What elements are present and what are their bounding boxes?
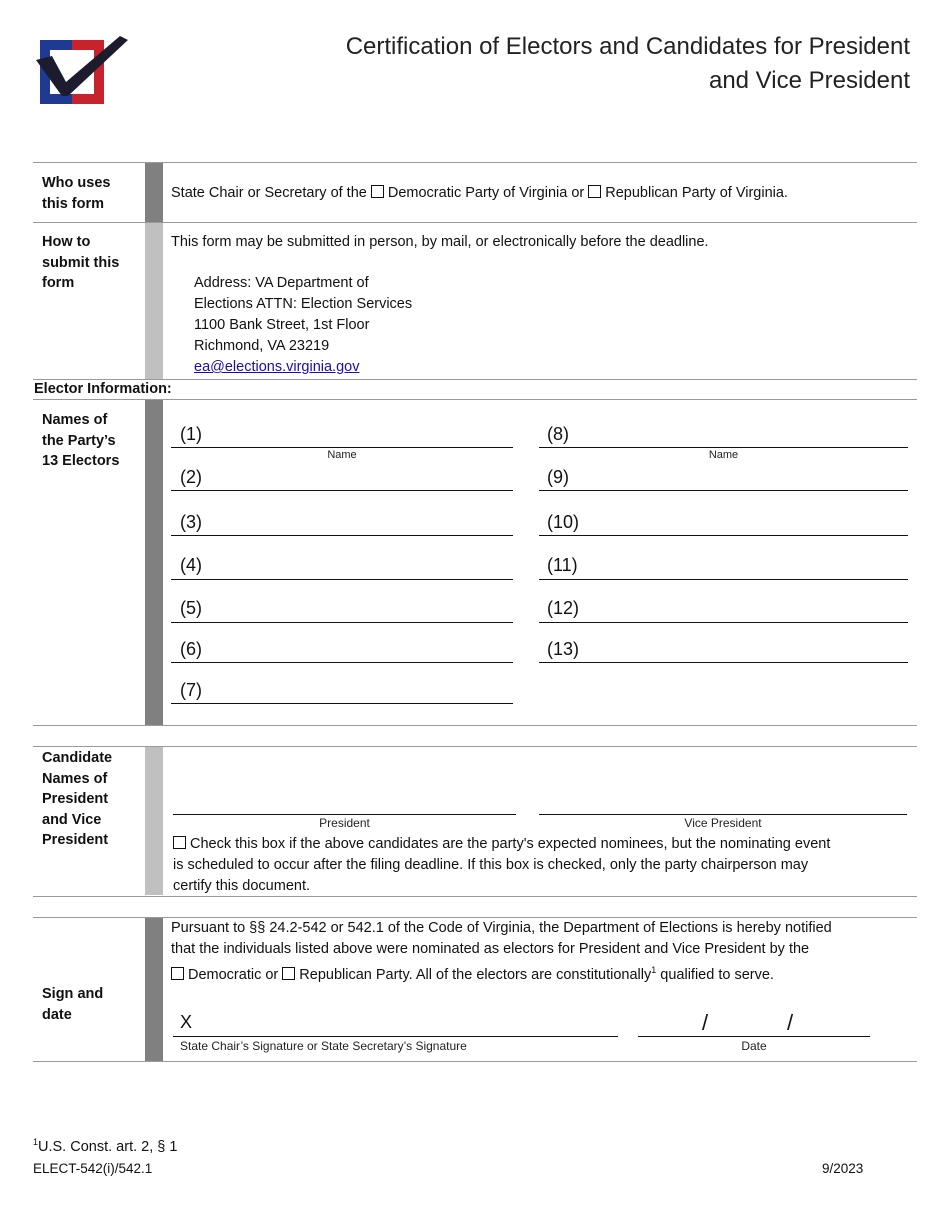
- sign-and-date-label: [42, 984, 103, 1025]
- footnote-sup: 1: [33, 1137, 39, 1147]
- date-slash: /: [702, 1010, 709, 1035]
- section-bar: [145, 400, 163, 725]
- how-to-submit-label: [42, 232, 119, 294]
- section-bar: [145, 747, 163, 895]
- elector-number: (11): [547, 555, 578, 575]
- email-link[interactable]: ea@elections.virginia.gov: [194, 359, 360, 375]
- section-bar: [145, 223, 163, 379]
- elector-number: (13): [547, 639, 580, 659]
- signature-caption: State Chair’s Signature or State Secretary’s Signature: [180, 1039, 467, 1053]
- elector-number: (4): [180, 555, 202, 575]
- label-line: 13 Electors: [42, 453, 120, 469]
- label-line: President: [42, 791, 109, 807]
- republican-party-checkbox[interactable]: [588, 185, 601, 198]
- vice-president-caption: Vice President: [684, 816, 762, 830]
- elector-6-name-line[interactable]: [171, 662, 513, 663]
- form-id: ELECT-542(i)/542.1: [33, 1161, 153, 1176]
- elector-number: (9): [547, 467, 569, 487]
- who-uses-text: [171, 183, 788, 204]
- elector-1-name-line[interactable]: [171, 447, 513, 448]
- date-slash: /: [787, 1010, 794, 1035]
- elector-12-name-line[interactable]: [539, 622, 908, 623]
- elector-7-name-line[interactable]: [171, 703, 513, 704]
- date-line[interactable]: [638, 1036, 870, 1037]
- address-block: [194, 273, 412, 378]
- section-bar: [145, 918, 163, 1061]
- address-line: Address: VA Department of: [194, 275, 369, 291]
- label-line: date: [42, 1006, 72, 1023]
- elector-5-name-line[interactable]: [171, 622, 513, 623]
- candidates-label: [42, 748, 112, 851]
- divider: [33, 725, 917, 726]
- democratic-option: Democratic or: [188, 966, 279, 983]
- footnote: [33, 1137, 177, 1155]
- elector-number: (2): [180, 467, 202, 487]
- expected-nominees-checkbox[interactable]: [173, 836, 186, 849]
- republican-option: Republican Party. All of the electors are constitutionally: [299, 966, 652, 983]
- divider: [33, 746, 917, 747]
- elector-2-name-line[interactable]: [171, 490, 513, 491]
- date-caption: Date: [741, 1039, 767, 1053]
- electors-label: [42, 410, 119, 472]
- paragraph-end: qualified to serve.: [656, 966, 774, 983]
- label-line: Names of: [42, 412, 108, 428]
- paragraph-line: Pursuant to §§ 24.2-542 or 542.1 of the Code of Virginia, the Department of Elections is hereby notified: [171, 920, 832, 936]
- label-line: the Party’s: [42, 432, 116, 449]
- title-line-2: and Vice President: [708, 67, 910, 94]
- republican-checkbox[interactable]: [282, 967, 295, 980]
- elector-number: (5): [180, 598, 202, 618]
- republican-party-option: Republican Party of Virginia.: [605, 185, 788, 201]
- elector-11-name-line[interactable]: [539, 579, 908, 580]
- logo: [36, 36, 130, 108]
- divider: [33, 399, 917, 400]
- name-caption: Name: [327, 449, 357, 461]
- president-caption: President: [319, 816, 370, 830]
- signature-line[interactable]: [173, 1036, 618, 1037]
- elector-4-name-line[interactable]: [171, 579, 513, 580]
- elector-number: (6): [180, 639, 202, 659]
- divider: [33, 162, 917, 163]
- democratic-party-option: Democratic Party of Virginia or: [387, 185, 585, 201]
- elector-number: (12): [547, 598, 580, 618]
- president-name-line[interactable]: [173, 814, 516, 815]
- check-text-line: is scheduled to occur after the filing deadline. If this box is checked, only the party chairperson may: [173, 857, 809, 873]
- elector-number: (8): [547, 424, 569, 444]
- title-line-1: Certification of Electors and Candidates for President: [345, 33, 910, 60]
- check-text-line: Check this box if the above candidates are the party's expected nominees, but the nominating event: [190, 836, 831, 852]
- elector-information-heading: Elector Information:: [34, 381, 172, 397]
- label-line: Sign and: [42, 986, 104, 1002]
- elector-13-name-line[interactable]: [539, 662, 908, 663]
- label-line: and Vice: [42, 811, 102, 828]
- signature-x-mark: X: [180, 1012, 193, 1032]
- expected-nominees-text: [173, 834, 908, 897]
- elector-number: (7): [180, 680, 202, 700]
- page-title: [270, 30, 910, 98]
- democratic-party-checkbox[interactable]: [371, 185, 384, 198]
- democratic-checkbox[interactable]: [171, 967, 184, 980]
- label-line: President: [42, 832, 109, 848]
- divider: [33, 222, 917, 223]
- section-bar: [145, 163, 163, 222]
- certification-paragraph: [171, 918, 911, 986]
- elector-9-name-line[interactable]: [539, 490, 908, 491]
- who-uses-label: [42, 173, 110, 214]
- elector-8-name-line[interactable]: [539, 447, 908, 448]
- elector-number: (1): [180, 424, 202, 444]
- label-line: How to: [42, 234, 91, 250]
- label-line: form: [42, 275, 75, 291]
- address-line: Elections ATTN: Election Services: [194, 296, 413, 312]
- address-line: 1100 Bank Street, 1st Floor: [194, 317, 370, 333]
- divider: [33, 1061, 917, 1062]
- label-line: submit this: [42, 254, 120, 271]
- who-uses-prefix: State Chair or Secretary of the: [171, 185, 367, 201]
- elector-10-name-line[interactable]: [539, 535, 908, 536]
- paragraph-line: that the individuals listed above were nominated as electors for President and Vice President by the: [171, 941, 810, 957]
- checkmark-logo-icon: [36, 36, 130, 108]
- address-line: Richmond, VA 23219: [194, 338, 330, 354]
- vice-president-name-line[interactable]: [539, 814, 907, 815]
- label-line: Names of: [42, 770, 108, 787]
- name-caption: Name: [708, 449, 739, 461]
- label-line: Who uses: [42, 175, 111, 191]
- label-line: this form: [42, 195, 105, 212]
- elector-number: (10): [547, 512, 580, 532]
- submit-intro: This form may be submitted in person, by mail, or electronically before the deadline.: [171, 234, 709, 250]
- footnote-text: U.S. Const. art. 2, § 1: [38, 1138, 178, 1155]
- footnote-ref: 1: [651, 965, 657, 975]
- check-text-line: certify this document.: [173, 878, 310, 894]
- divider: [33, 896, 917, 897]
- elector-number: (3): [180, 512, 202, 532]
- label-line: Candidate: [42, 750, 113, 766]
- elector-3-name-line[interactable]: [171, 535, 513, 536]
- form-date: 9/2023: [822, 1161, 864, 1176]
